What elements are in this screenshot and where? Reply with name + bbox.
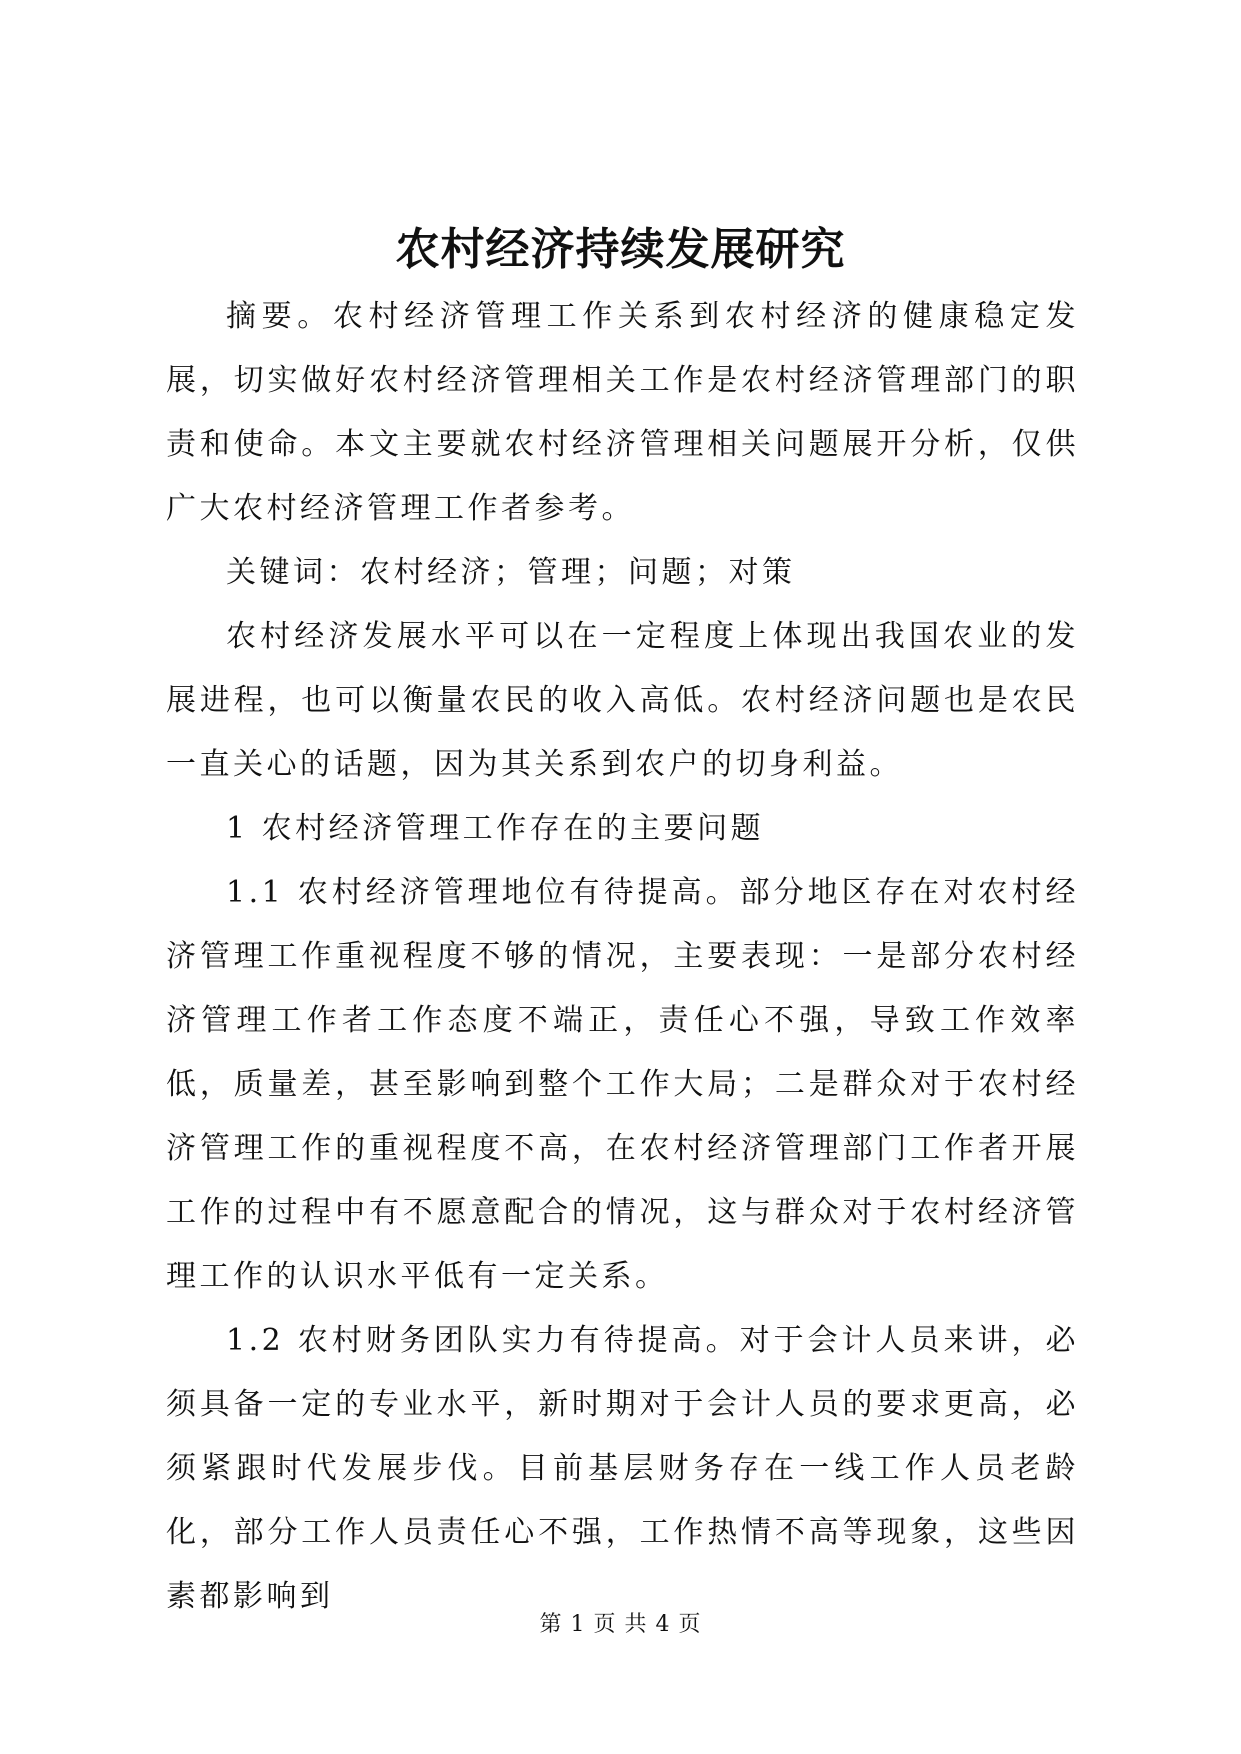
keywords-paragraph: 关键词：农村经济；管理；问题；对策 bbox=[226, 555, 796, 590]
section-1-2-paragraph: 1.2 农村财务团队实力有待提高。对于会计人员来讲，必须具备一定的专业水平，新时期对于会计人员的要求更高，必须紧跟时代发展步伐。目前基层财务存在一线工作人员老龄化，部分工作人员责任心不强，工作热情不高等现象，这些因素都影响到 bbox=[166, 1323, 1079, 1614]
section-heading-1: 1 农村经济管理工作存在的主要问题 bbox=[226, 811, 765, 846]
section-1-1-paragraph: 1.1 农村经济管理地位有待提高。部分地区存在对农村经济管理工作重视程度不够的情况，主要表现：一是部分农村经济管理工作者工作态度不端正，责任心不强，导致工作效率低，质量差，甚至影响到整个工作大局；二是群众对于农村经济管理工作的重视程度不高，在农村经济管理部门工作者开展工作的过程中有不愿意配合的情况，这与群众对于农村经济管理工作的认识水平低有一定关系。 bbox=[166, 875, 1079, 1294]
document-body bbox=[166, 285, 1079, 1629]
document-title: 农村经济持续发展研究 bbox=[395, 224, 846, 275]
intro-paragraph: 农村经济发展水平可以在一定程度上体现出我国农业的发展进程，也可以衡量农民的收入高低。农村经济问题也是农民一直关心的话题，因为其关系到农户的切身利益。 bbox=[166, 619, 1079, 782]
page-number-footer: 第 1 页 共 4 页 bbox=[539, 1612, 702, 1637]
abstract-paragraph: 摘要。农村经济管理工作关系到农村经济的健康稳定发展，切实做好农村经济管理相关工作是农村经济管理部门的职责和使命。本文主要就农村经济管理相关问题展开分析，仅供广大农村经济管理工作者参考。 bbox=[166, 299, 1079, 526]
